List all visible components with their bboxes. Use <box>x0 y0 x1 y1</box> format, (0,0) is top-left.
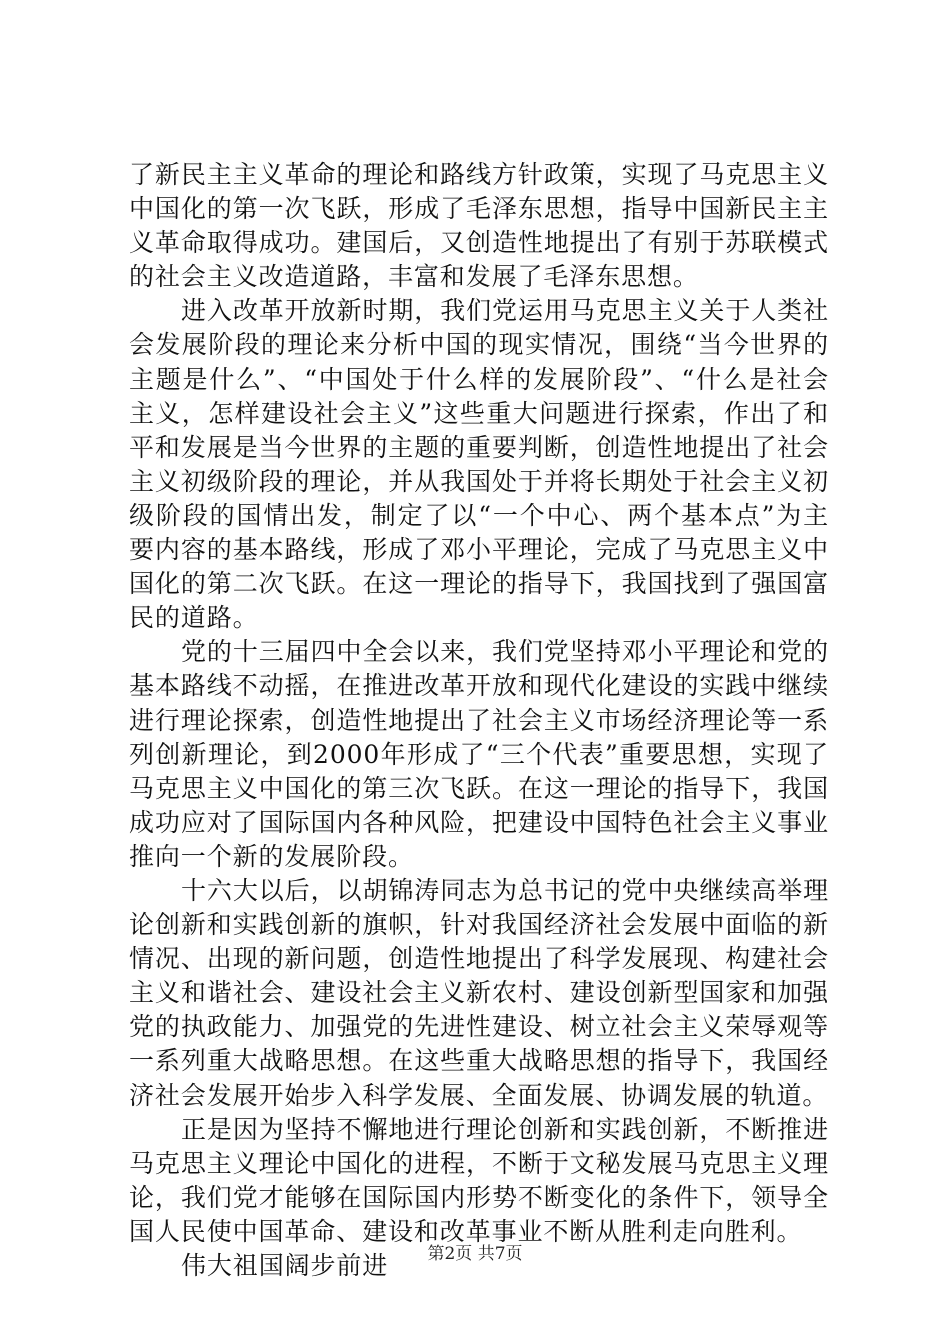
paragraph-continuation: 了新民主主义革命的理论和路线方针政策，实现了马克思主义中国化的第一次飞跃，形成了毛泽东思想，指导中国新民主主义革命取得成功。建国后，又创造性地提出了有别于苏联模式的社会主义改造道路，丰富和发展了毛泽东思想。 <box>129 160 829 292</box>
paragraph-reform-era: 进入改革开放新时期，我们党运用马克思主义关于人类社会发展阶段的理论来分析中国的现实情况，围绕“当今世界的主题是什么”、“中国处于什么样的发展阶段”、“什么是社会主义，怎样建设社会主义”这些重大问题进行探索，作出了和平和发展是当今世界的主题的重要判断，创造性地提出了社会主义初级阶段的理论，并从我国处于并将长期处于社会主义初级阶段的国情出发，制定了以“一个中心、两个基本点”为主要内容的基本路线，形成了邓小平理论，完成了马克思主义中国化的第二次飞跃。在这一理论的指导下，我国找到了强国富民的道路。 <box>129 296 829 633</box>
paragraph-conclusion: 正是因为坚持不懈地进行理论创新和实践创新，不断推进马克思主义理论中国化的进程，不断于文秘发展马克思主义理论，我们党才能够在国际国内形势不断变化的条件下，领导全国人民使中国革命、建设和改革事业不断从胜利走向胜利。 <box>129 1114 829 1246</box>
paragraph-fourth-plenum: 党的十三届四中全会以来，我们党坚持邓小平理论和党的基本路线不动摇，在推进改革开放和现代化建设的实践中继续进行理论探索，创造性地提出了社会主义市场经济理论等一系列创新理论，到2000年形成了“三个代表”重要思想，实现了马克思主义中国化的第三次飞跃。在这一理论的指导下，我国成功应对了国际国内各种风险，把建设中国特色社会主义事业推向一个新的发展阶段。 <box>129 637 829 871</box>
section-heading: 伟大祖国阔步前进 <box>181 1251 389 1280</box>
page-number-footer: 第2页 共7页 <box>427 1244 523 1264</box>
paragraph-sixteenth-congress: 十六大以后，以胡锦涛同志为总书记的党中央继续高举理论创新和实践创新的旗帜，针对我国经济社会发展中面临的新情况、出现的新问题，创造性地提出了科学发展现、构建社会主义和谐社会、建设社会主义新农村、建设创新型国家和加强党的执政能力、加强党的先进性建设、树立社会主义荣辱观等一系列重大战略思想。在这些重大战略思想的指导下，我国经济社会发展开始步入科学发展、全面发展、协调发展的轨道。 <box>129 875 829 1110</box>
document-body <box>129 158 829 1283</box>
